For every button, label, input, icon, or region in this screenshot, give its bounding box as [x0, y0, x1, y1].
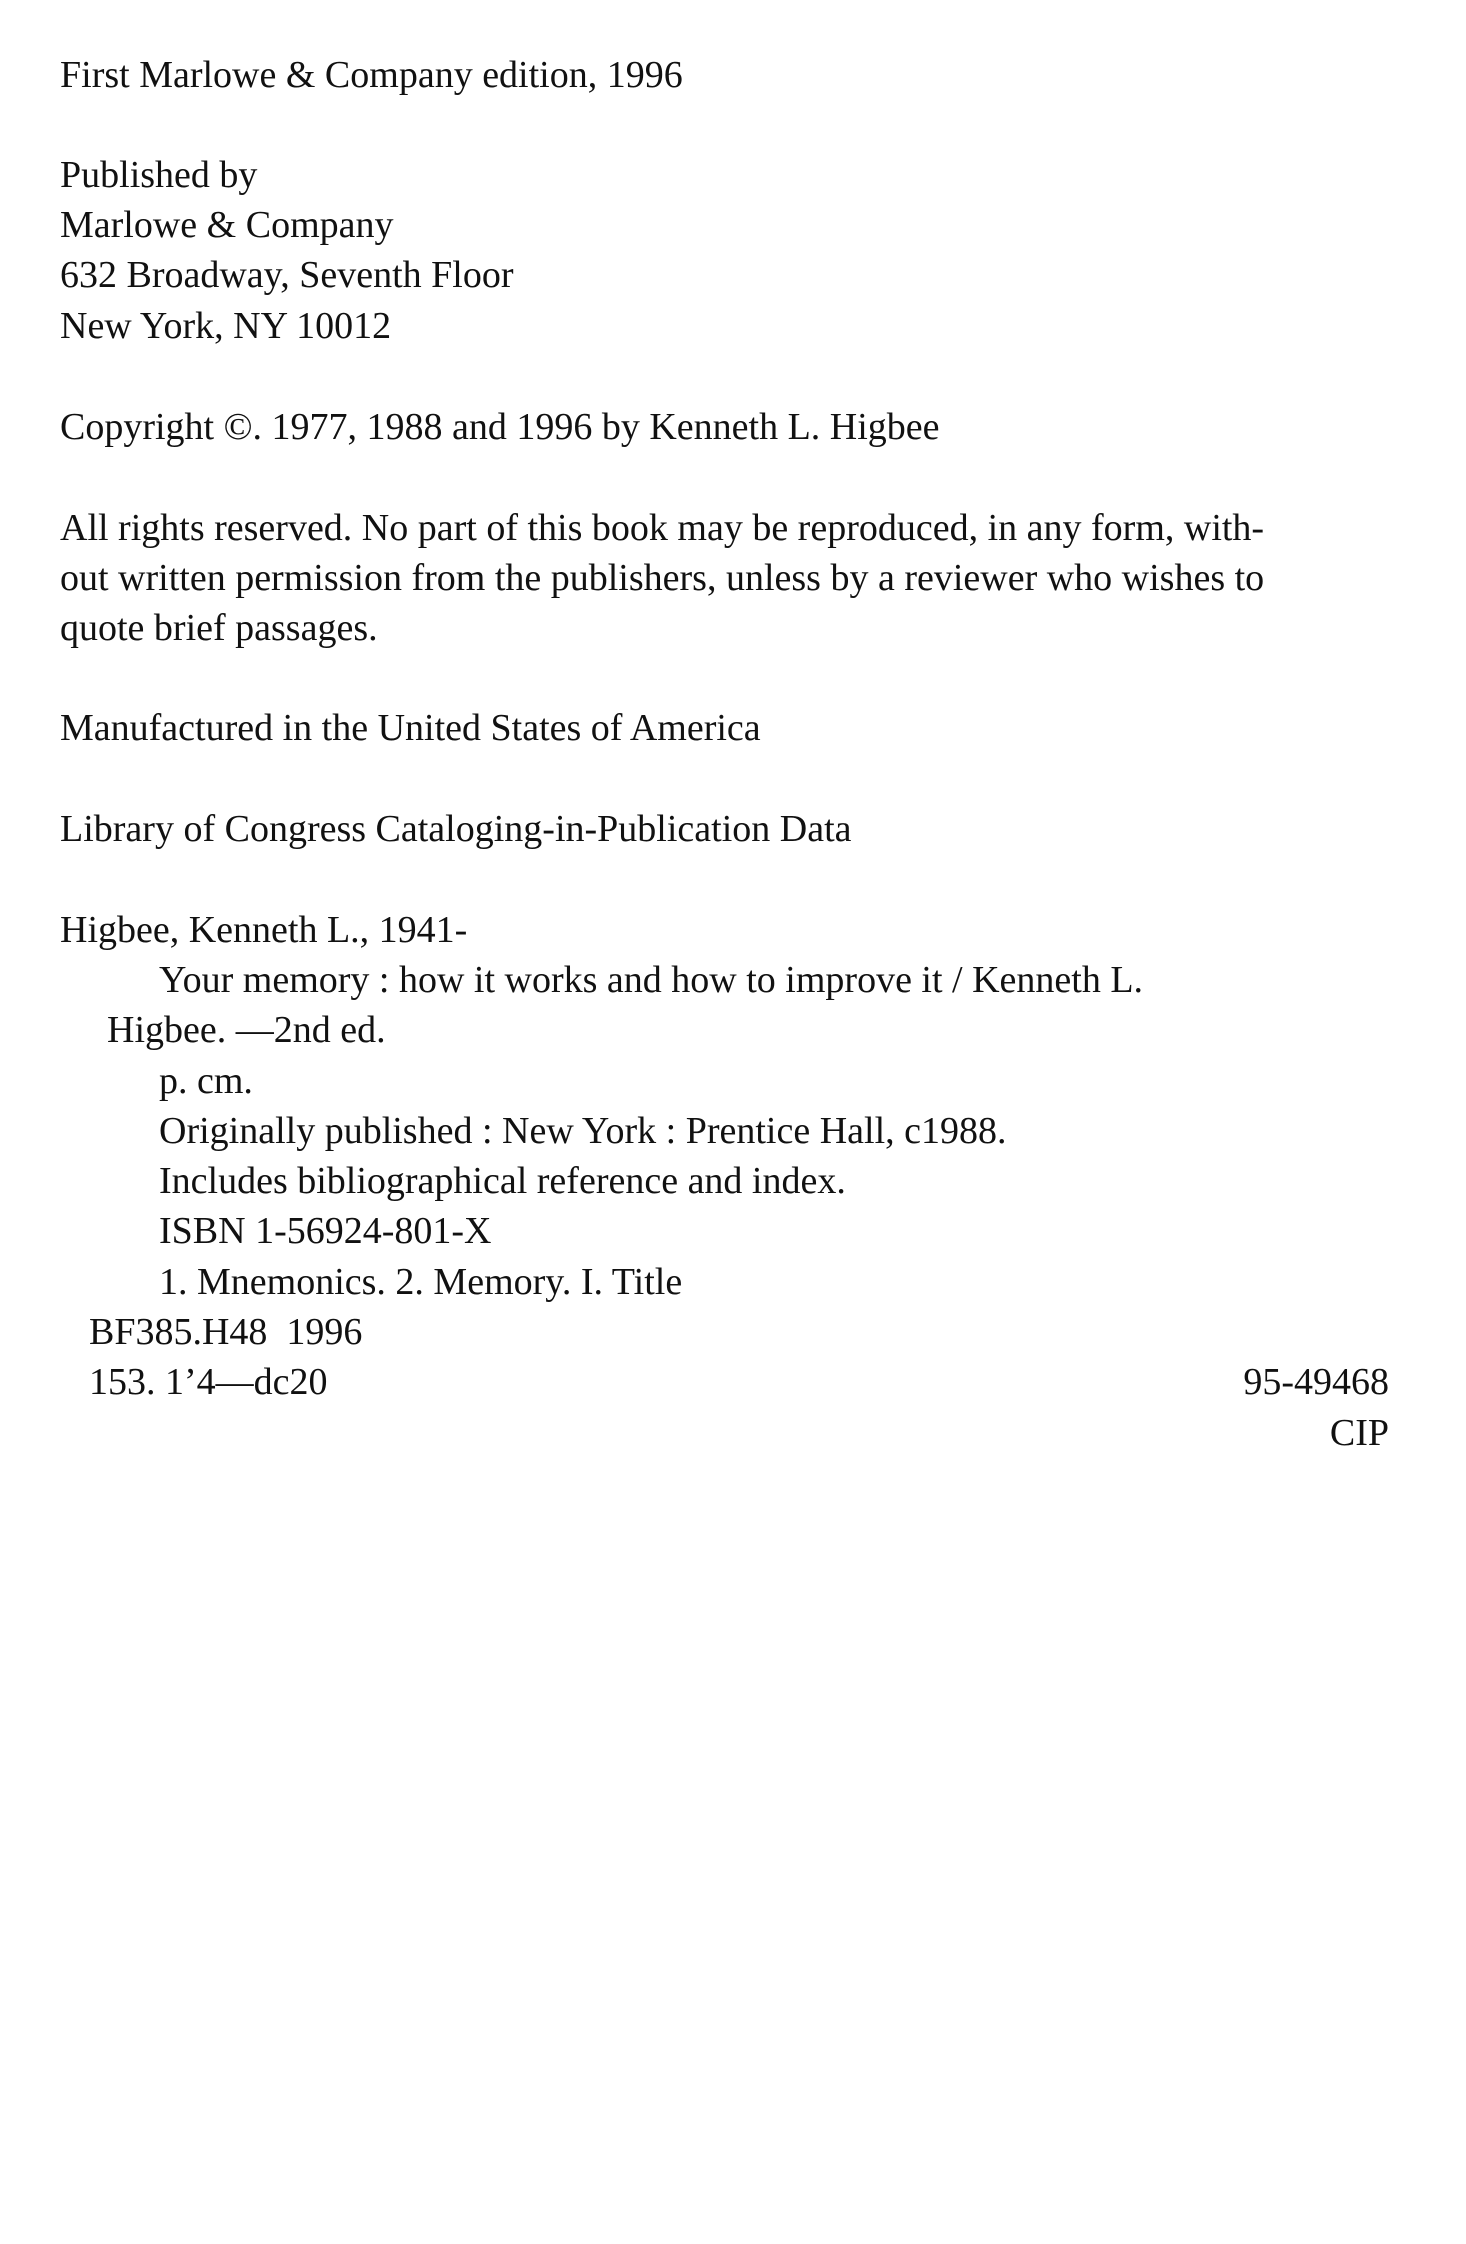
cip-subjects: 1. Mnemonics. 2. Memory. I. Title	[159, 1261, 683, 1303]
publisher-address-line-2: New York, NY 10012	[60, 305, 392, 347]
publisher-name: Marlowe & Company	[60, 204, 394, 246]
cip-author: Higbee, Kenneth L., 1941-	[60, 909, 468, 951]
cip-isbn: ISBN 1-56924-801-X	[159, 1210, 492, 1252]
cip-dewey: 153. 1’4—dc20	[89, 1361, 328, 1403]
copyright-statement: Copyright ©. 1977, 1988 and 1996 by Kenneth L. Higbee	[60, 406, 940, 448]
cip-note-original: Originally published : New York : Prentice Hall, c1988.	[159, 1110, 1007, 1152]
cip-title-line-2: Higbee. —2nd ed.	[107, 1009, 386, 1051]
cip-lc-class: BF385.H48 1996	[89, 1311, 363, 1353]
publisher-address-line-1: 632 Broadway, Seventh Floor	[60, 254, 514, 296]
cip-note-bibliography: Includes bibliographical reference and index.	[159, 1160, 846, 1202]
rights-statement	[60, 503, 1415, 653]
edition-statement: First Marlowe & Company edition, 1996	[60, 54, 683, 96]
rights-line-1: All rights reserved. No part of this book may be reproduced, in any form, with-	[60, 507, 1265, 549]
publisher-heading: Published by	[60, 154, 258, 196]
rights-line-3: quote brief passages.	[60, 607, 378, 649]
manufactured-statement: Manufactured in the United States of America	[60, 707, 761, 749]
cip-lccn: 95-49468	[1243, 1361, 1389, 1403]
cip-title-line-1: Your memory : how it works and how to improve it / Kenneth L.	[159, 959, 1144, 1001]
cip-pagination: p. cm.	[159, 1060, 253, 1102]
cip-label: CIP	[1329, 1412, 1389, 1454]
cip-heading: Library of Congress Cataloging-in-Publication Data	[60, 808, 852, 850]
rights-line-2: out written permission from the publishers, unless by a reviewer who wishes to	[60, 557, 1265, 599]
